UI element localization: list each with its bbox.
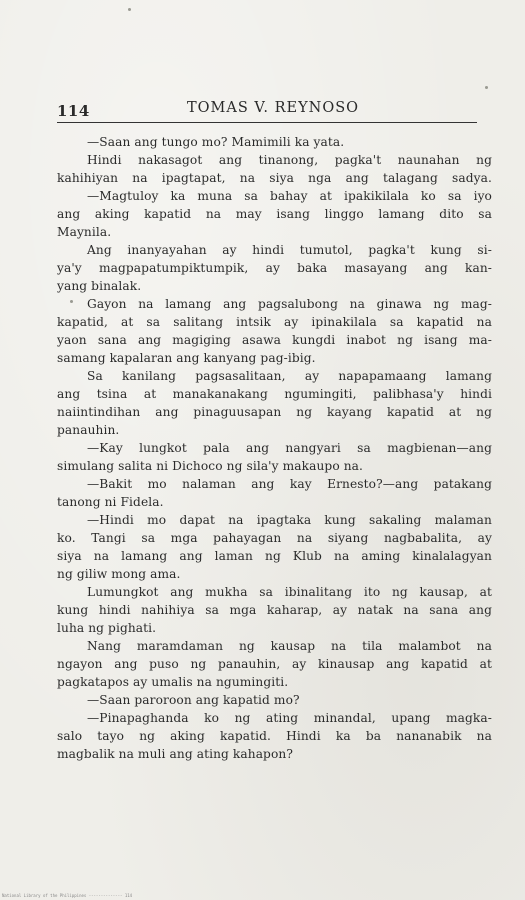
page-number: 114: [57, 102, 90, 120]
text-line: yaon sana ang magiging asawa kungdi inabot ng isang ma-: [57, 333, 492, 347]
text-line: Sa kanilang pagsasalitaan, ay napapamaang lamang: [87, 369, 492, 383]
text-line: panauhin.: [57, 423, 120, 437]
text-line: Hindi nakasagot ang tinanong, pagka't naunahan ng: [87, 153, 492, 167]
text-line: —Hindi mo dapat na ipagtaka kung sakaling malaman: [87, 513, 492, 527]
page-header: [57, 100, 477, 123]
text-line: Ang inanyayahan ay hindi tumutol, pagka't kung si-: [87, 243, 492, 257]
text-line: naiintindihan ang pinaguusapan ng kayang kapatid at ng: [57, 405, 492, 419]
text-line: —Bakit mo nalaman ang kay Ernesto?—ang patakang: [87, 477, 492, 491]
text-line: ngayon ang puso ng panauhin, ay kinausap ang kapatid at: [57, 657, 492, 671]
text-line: magbalik na muli ang ating kahapon?: [57, 747, 293, 761]
text-line: kapatid, at sa salitang intsik ay ipinakilala sa kapatid na: [57, 315, 492, 329]
text-line: ng giliw mong ama.: [57, 567, 181, 581]
text-line: —Saan ang tungo mo? Mamimili ka yata.: [87, 135, 345, 149]
text-line: yang binalak.: [57, 279, 142, 293]
paper-speck: [485, 86, 488, 89]
text-line: —Magtuloy ka muna sa bahay at ipakikilala ko sa iyo: [87, 189, 492, 203]
text-line: siya na lamang ang laman ng Klub na aming kinalalagyan: [57, 549, 492, 563]
text-line: —Saan paroroon ang kapatid mo?: [87, 693, 300, 707]
text-line: samang kapalaran ang kanyang pag-ibig.: [57, 351, 316, 365]
text-line: —Kay lungkot pala ang nangyari sa magbienan—ang: [87, 441, 492, 455]
text-line: —Pinapaghanda ko ng ating minandal, upang magka-: [87, 711, 492, 725]
footer-text: National Library of the Philippines -------------- 114: [2, 893, 133, 898]
text-line: Maynila.: [57, 225, 112, 239]
text-line: tanong ni Fidela.: [57, 495, 164, 509]
text-line: Lumungkot ang mukha sa ibinalitang ito ng kausap, at: [87, 585, 492, 599]
text-line: ang tsina at manakanakang ngumingiti, palibhasa'y hindi: [57, 387, 492, 401]
running-head: TOMAS V. REYNOSO: [187, 100, 360, 116]
text-line: ya'y magpapatumpiktumpik, ay baka masayang ang kan-: [57, 261, 492, 275]
text-line: Nang maramdaman ng kausap na tila malambot na: [87, 639, 492, 653]
text-line: kung hindi nahihiya sa mga kaharap, ay natak na sana ang: [57, 603, 492, 617]
body-text: [57, 133, 492, 763]
text-line: ko. Tangi sa mga pahayagan na siyang nagbabalita, ay: [57, 531, 492, 545]
text-line: simulang salita ni Dichoco ng sila'y makaupo na.: [57, 459, 364, 473]
text-line: ang aking kapatid na may isang linggo lamang dito sa: [57, 207, 492, 221]
text-line: Gayon na lamang ang pagsalubong na ginawa ng mag-: [87, 297, 492, 311]
text-line: kahihiyan na ipagtapat, na siya nga ang talagang sadya.: [57, 171, 492, 185]
text-line: salo tayo ng aking kapatid. Hindi ka ba nananabik na: [57, 729, 492, 743]
text-line: pagkatapos ay umalis na ngumingiti.: [57, 675, 289, 689]
text-line: luha ng pighati.: [57, 621, 157, 635]
paper-speck: [128, 8, 131, 11]
